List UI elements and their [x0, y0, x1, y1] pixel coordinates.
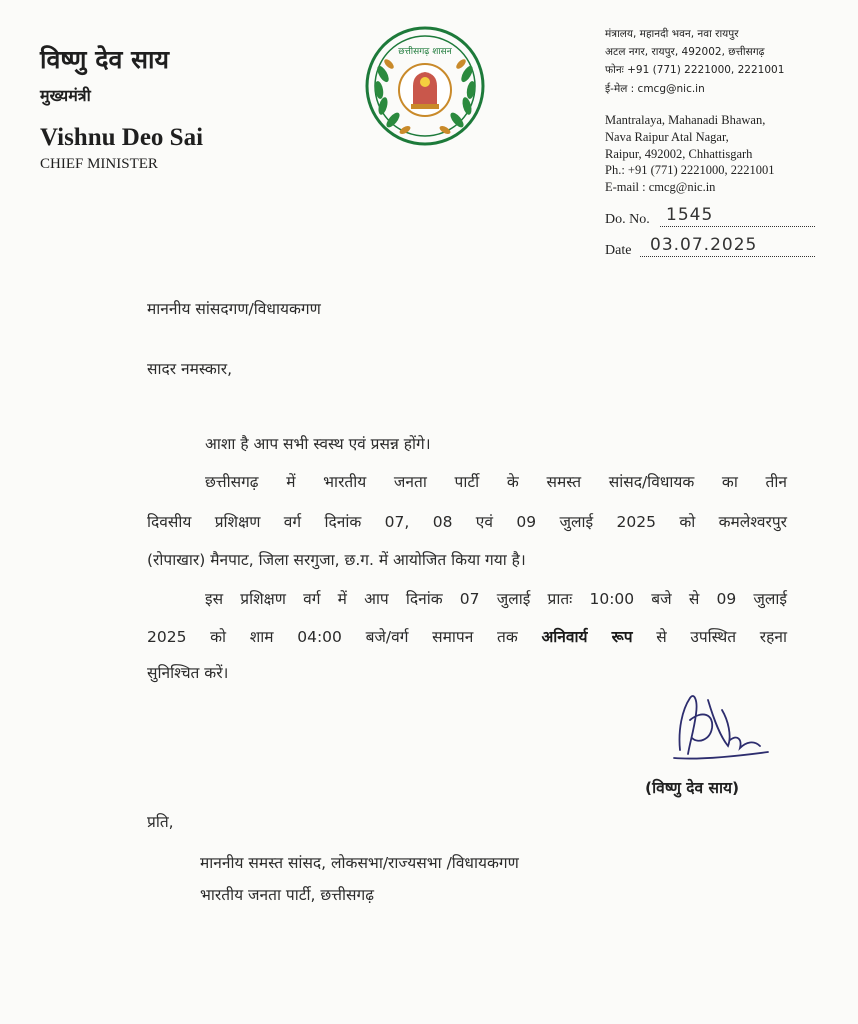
address-english-line: Raipur, 492002, Chhattisgarh [605, 147, 753, 161]
email-english-line: E-mail : cmcg@nic.in [605, 180, 716, 194]
address-english-line: Nava Raipur Atal Nagar, [605, 130, 729, 144]
sender-title-hindi: मुख्यमंत्री [40, 86, 91, 105]
paragraph-attendance-line [147, 625, 787, 647]
signatory-name: (विष्णु देव साय) [645, 779, 740, 797]
salutation: सादर नमस्कार, [147, 360, 233, 378]
email-hindi-line: ई-मेल : cmcg@nic.in [605, 83, 705, 95]
sender-name-hindi: विष्णु देव साय [40, 45, 169, 74]
date-dotted-line [640, 256, 815, 257]
addressee: माननीय सांसदगण/विधायकगण [147, 300, 321, 318]
recipients-line: माननीय समस्त सांसद, लोकसभा/राज्यसभा /विधायकगण [200, 854, 519, 872]
attendance-text: 2025 को शाम 04:00 बजे/वर्ग समापन तक [147, 628, 518, 646]
do-number-label: Do. No. [605, 212, 650, 227]
sender-title-english: CHIEF MINISTER [40, 156, 158, 172]
phone-hindi-line: फोनः +91 (771) 2221000, 2221001 [605, 64, 785, 76]
recipients-line: भारतीय जनता पार्टी, छत्तीसगढ़ [200, 886, 374, 904]
address-hindi-line: अटल नगर, रायपुर, 492002, छत्तीसगढ़ [605, 46, 765, 58]
recipients-label: प्रति, [147, 813, 174, 831]
attendance-text: से उपस्थित रहना [656, 628, 787, 646]
address-hindi-line: मंत्रालय, महानदी भवन, नवा रायपुर [605, 28, 739, 40]
sender-name-english: Vishnu Deo Sai [40, 124, 204, 151]
address-english-line: Mantralaya, Mahanadi Bhawan, [605, 113, 766, 127]
paragraph-greeting: आशा है आप सभी स्वस्थ एवं प्रसन्न होंगे। [205, 435, 431, 453]
date-label: Date [605, 243, 632, 258]
paragraph-training-line: छत्तीसगढ़ में भारतीय जनता पार्टी के समस्त सांसद/विधायक का तीन [205, 473, 787, 491]
chhattisgarh-emblem [363, 24, 487, 148]
phone-english-line: Ph.: +91 (771) 2221000, 2221001 [605, 163, 775, 177]
do-number-dotted-line [660, 226, 815, 227]
mandatory-emphasis: अनिवार्य रूप [541, 628, 633, 646]
do-number-value: 1545 [666, 205, 714, 225]
date-value: 03.07.2025 [650, 235, 758, 255]
paragraph-training-line: (रोपाखार) मैनपाट, जिला सरगुजा, छ.ग. में आयोजित किया गया है। [147, 551, 526, 569]
signature [668, 680, 778, 770]
paragraph-attendance-line: इस प्रशिक्षण वर्ग में आप दिनांक 07 जुलाई प्रातः 10:00 बजे से 09 जुलाई [205, 590, 787, 608]
paragraph-attendance-line: सुनिश्चित करें। [147, 664, 229, 682]
emblem-caption: छत्तीसगढ़ शासन [398, 47, 452, 57]
paragraph-training-line: दिवसीय प्रशिक्षण वर्ग दिनांक 07, 08 एवं 09 जुलाई 2025 को कमलेश्वरपुर [147, 513, 787, 531]
